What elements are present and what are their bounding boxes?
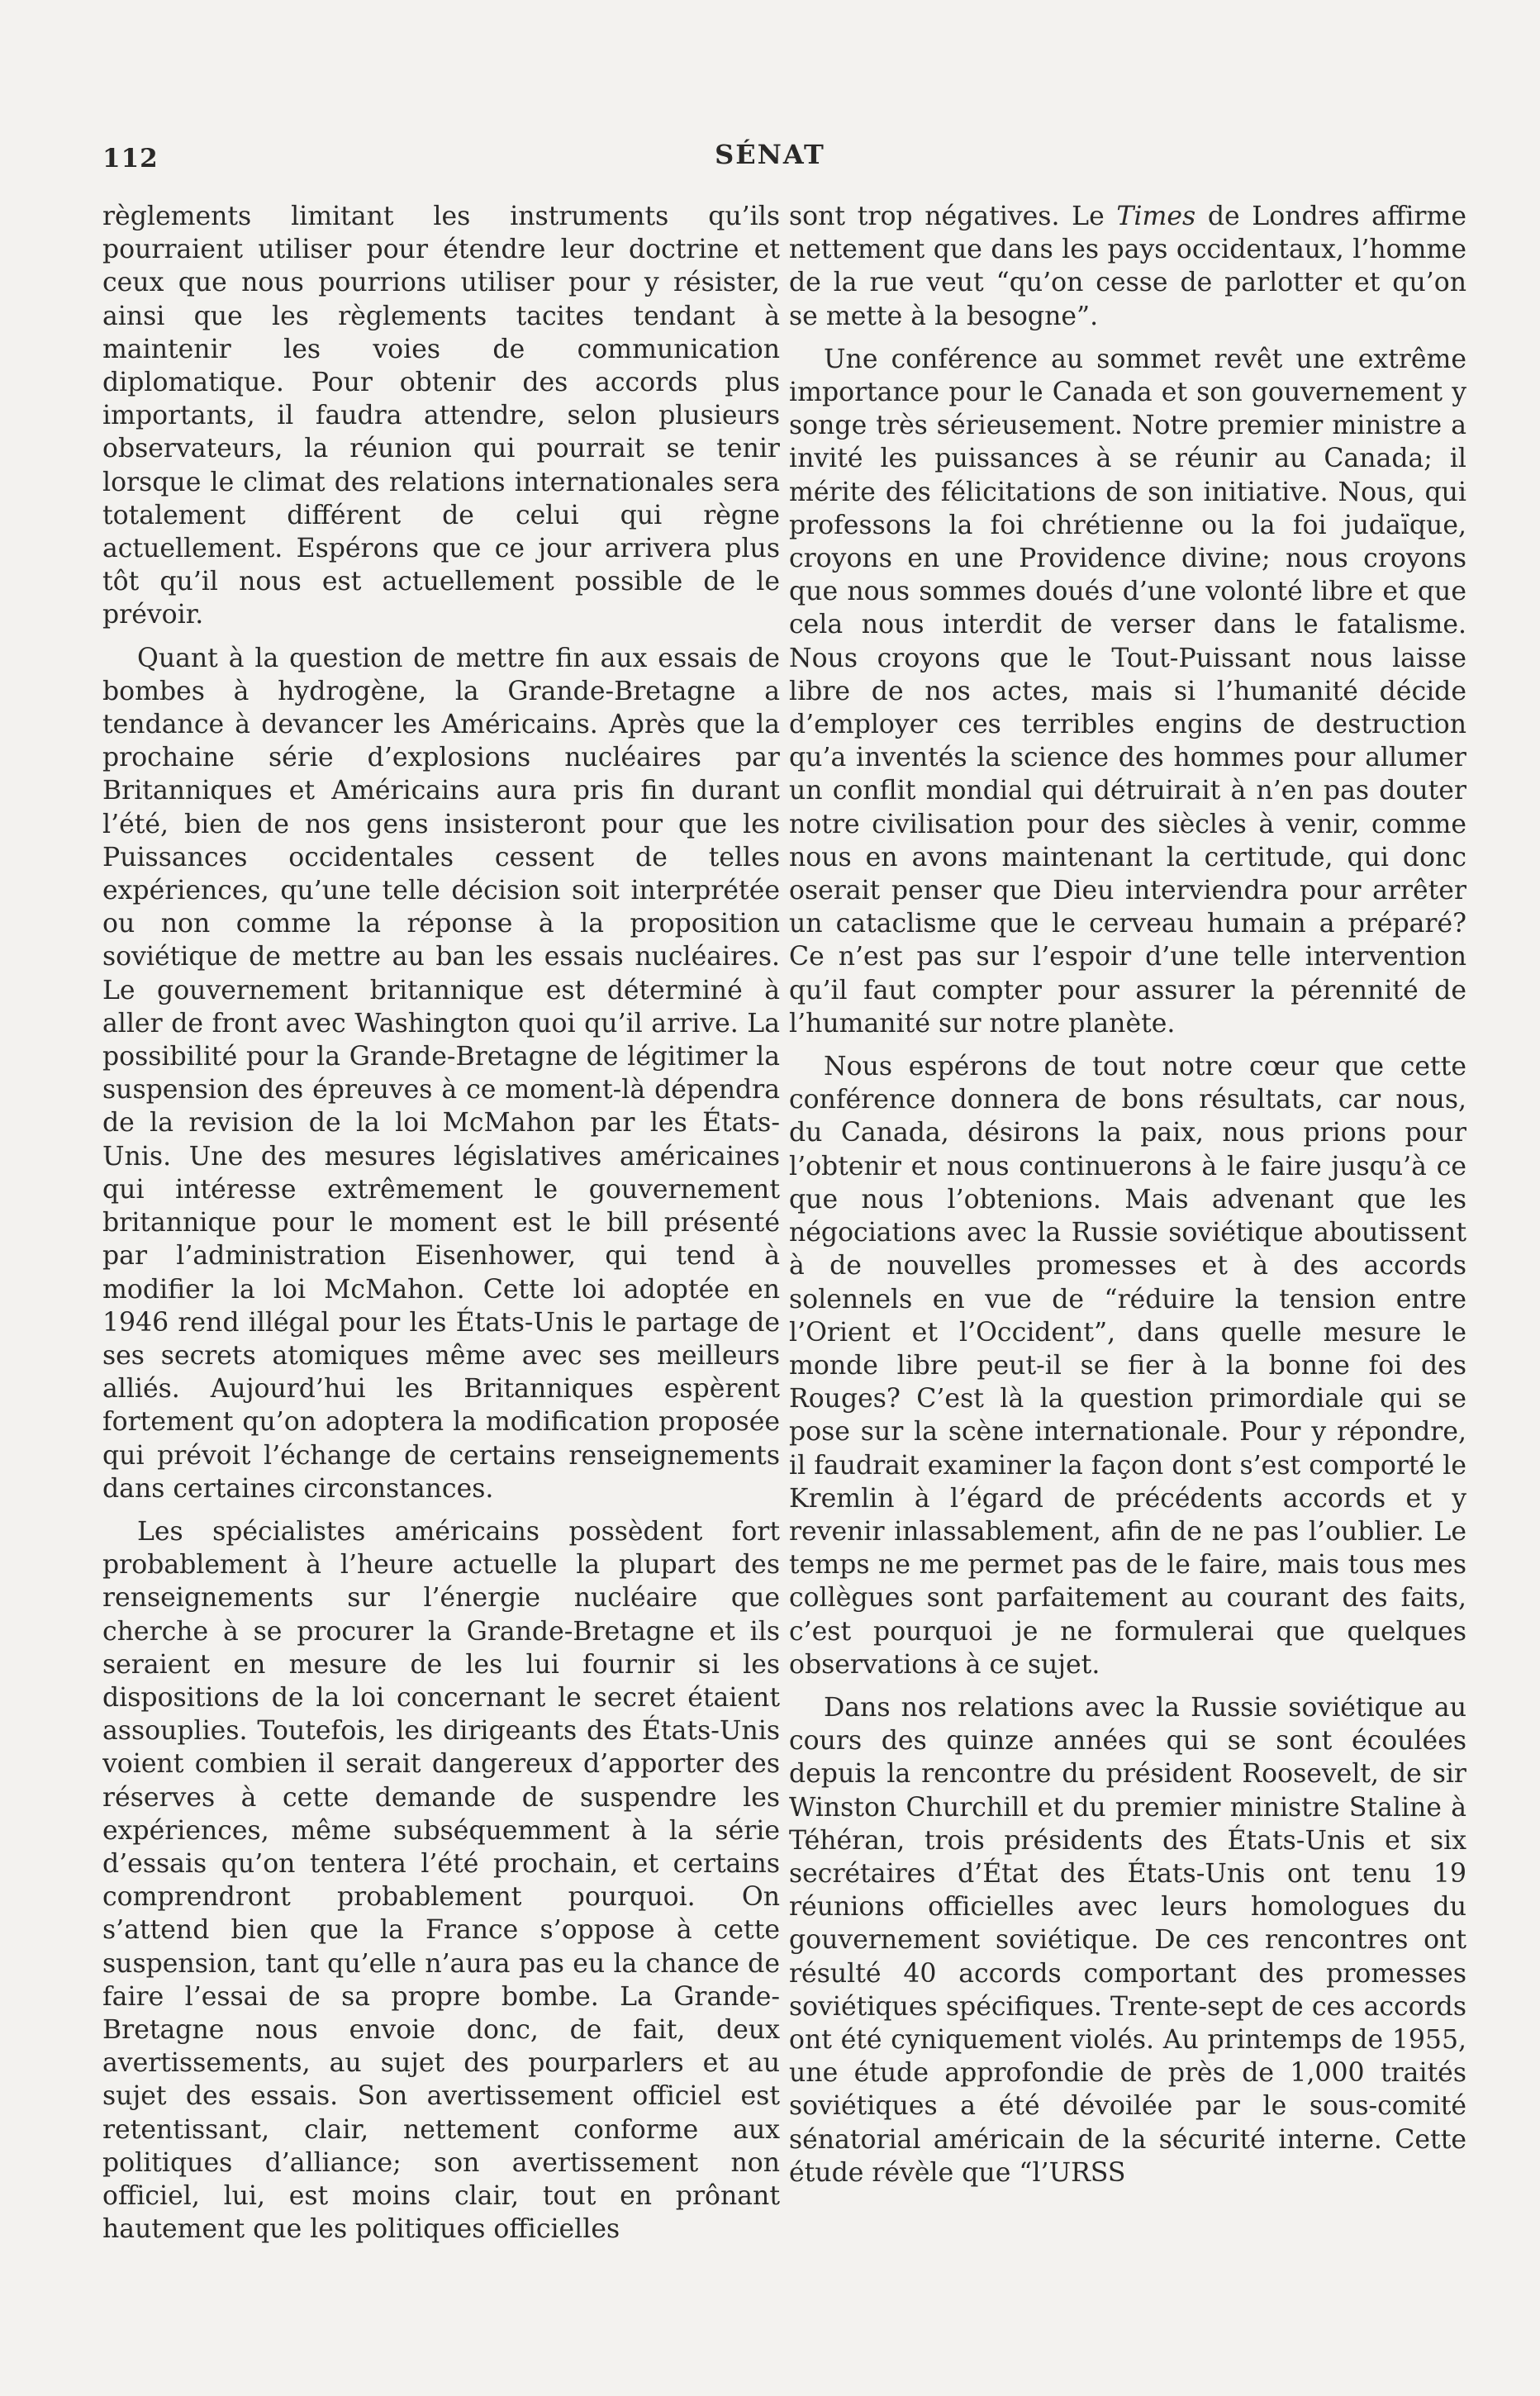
page-number: 112: [102, 144, 159, 174]
paragraph: Une conférence au sommet revêt une extrême importance pour le Canada et son gouvernement y songe très sérieusement. Notre premier ministre a invité les puissances à se réunir au Canada; il mérite des félicitations de son initiative. Nous, qui professons la foi chrétienne ou la foi judaïque, croyons en une Providence divine; nous croyons que nous sommes doués d’une volonté libre et que cela nous interdit de verser dans le fatalisme. Nous croyons que le Tout-Puissant nous laisse libre de nos actes, mais si l’humanité décide d’employer ces terribles engins de destruction qu’a inventés la science des hommes pour allumer un conflit mondial qui détruirait à n’en pas douter notre civilisation pour des siècles à venir, comme nous en avons maintenant la certitude, qui donc oserait penser que Dieu interviendra pour arrêter un cataclisme que le cerveau humain a préparé? Ce n’est pas sur l’espoir d’une telle intervention qu’il faut compter pour assurer la pérennité de l’humanité sur notre planète.: [789, 344, 1466, 1039]
paragraph: [789, 200, 1466, 333]
paragraph: règlements limitant les instruments qu’ils pourraient utiliser pour étendre leur doctrine et ceux que nous pourrions utiliser pour y résister, ainsi que les règlements tacites tendant à maintenir les voies de communication diplomatique. Pour obtenir des accords plus importants, il faudra attendre, selon plusieurs observateurs, la réunion qui pourrait se tenir lorsque le climat des relations internationales sera totalement différent de celui qui règne actuellement. Espérons que ce jour arrivera plus tôt qu’il nous est actuellement possible de le prévoir.: [102, 202, 780, 630]
paragraph: Les spécialistes américains possèdent fort probablement à l’heure actuelle la plupart des renseignements sur l’énergie nucléaire que cherche à se procurer la Grande-Bretagne et ils seraient en mesure de les lui fournir si les dispositions de la loi concernant le secret étaient assouplies. Toutefois, les dirigeants des États-Unis voient combien il serait dangereux d’apporter des réserves à cette demande de suspendre les expériences, même subséquemment à la série d’essais qu’on tentera l’été prochain, et certains comprendront probablement pourquoi. On s’attend bien que la France s’oppose à cette suspension, tant qu’elle n’aura pas eu la chance de faire l’essai de sa propre bombe. La Grande-Bretagne nous envoie donc, de fait, deux avertissements, au sujet des pourparlers et au sujet des essais. Son avertissement officiel est retentissant, clair, nettement conforme aux politiques d’alliance; son avertissement non officiel, lui, est moins clair, tout en prônant hautement que les politiques officielles: [102, 1516, 780, 2245]
text-run: sont trop négatives. Le: [789, 202, 1117, 231]
running-head: SÉNAT: [715, 139, 825, 170]
left-column: [102, 200, 780, 2332]
text-run: de Londres affirme nettement que dans les pays occidentaux, l’homme de la rue veut “qu’on cesse de parlotter et qu’on se mette à la besogne”.: [789, 202, 1466, 331]
right-column: [789, 200, 1466, 2332]
paragraph: Nous espérons de tout notre cœur que cette conférence donnera de bons résultats, car nous, du Canada, désirons la paix, nous prions pour l’obtenir et nous continuerons à le faire jusqu’à ce que nous l’obtenions. Mais advenant que les négociations avec la Russie soviétique aboutissent à de nouvelles promesses et à des accords solennels en vue de “réduire la tension entre l’Orient et l’Occident”, dans quelle mesure le monde libre peut-il se fier à la bonne foi des Rouges? C’est là la question primordiale qui se pose sur la scène internationale. Pour y répondre, il faudrait examiner la façon dont s’est comporté le Kremlin à l’égard de précédents accords et y revenir inlassablement, afin de ne pas l’oublier. Le temps ne me permet pas de le faire, mais tous mes collègues sont parfaitement au courant des faits, c’est pourquoi je ne formulerai que quelques observations à ce sujet.: [789, 1052, 1466, 1680]
paragraph: Quant à la question de mettre fin aux essais de bombes à hydrogène, la Grande-Bretagne a tendance à devancer les Américains. Après que la prochaine série d’explosions nucléaires par Britanniques et Américains aura pris fin durant l’été, bien de nos gens insisteront pour que les Puissances occidentales cessent de telles expériences, qu’une telle décision soit interprétée ou non comme la réponse à la proposition soviétique de mettre au ban les essais nucléaires. Le gouvernement britannique est déterminé à aller de front avec Washington quoi qu’il arrive. La possibilité pour la Grande-Bretagne de légitimer la suspension des épreuves à ce moment-là dépendra de la revision de la loi McMahon par les États-Unis. Une des mesures législatives américaines qui intéresse extrêmement le gouvernement britannique pour le moment est le bill présenté par l’administration Eisenhower, qui tend à modifier la loi McMahon. Cette loi adoptée en 1946 rend illégal pour les États-Unis le partage de ses secrets atomiques même avec ses meilleurs alliés. Aujourd’hui les Britanniques espèrent fortement qu’on adoptera la modification proposée qui prévoit l’échange de certains renseignements dans certaines circonstances.: [102, 643, 780, 1504]
newspaper-title: Times: [1116, 202, 1196, 231]
paragraph: Dans nos relations avec la Russie soviétique au cours des quinze années qui se sont écoulées depuis la rencontre du président Roosevelt, de sir Winston Churchill et du premier ministre Staline à Téhéran, trois présidents des États-Unis et six secrétaires d’État des États-Unis ont tenu 19 réunions officielles avec leurs homologues du gouvernement soviétique. De ces rencontres ont résulté 40 accords comportant des promesses soviétiques spécifiques. Trente-sept de ces accords ont été cyniquement violés. Au printemps de 1955, une étude approfondie de près de 1,000 traités soviétiques a été dévoilée par le sous-comité sénatorial américain de la sécurité interne. Cette étude révèle que “l’URSS: [789, 1692, 1466, 2188]
